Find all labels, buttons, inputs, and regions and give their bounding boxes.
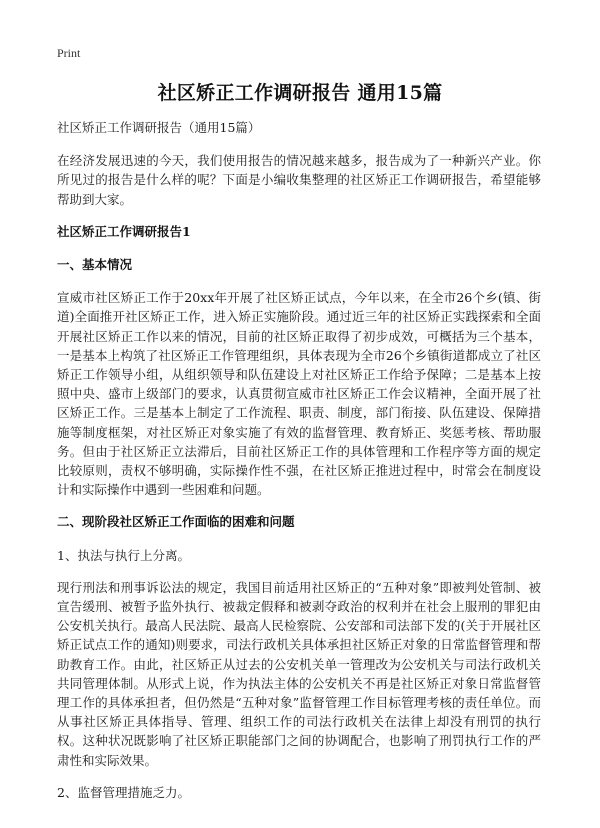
item-1-heading: 1、执法与执行上分离。 [57, 547, 190, 563]
document-title: 社区矫正工作调研报告 通用15篇 [157, 82, 443, 104]
section-1-heading: 一、基本情况 [57, 257, 133, 273]
document-body [57, 118, 541, 815]
item-1-paragraph: 现行刑法和刑事诉讼法的规定，我国目前适用社区矫正的“五种对象”即被判处管制、被宣告缓刑、被暂予监外执行、被裁定假释和被剥夺政治的权利并在社会上服刑的罪犯由公安机关执行。最高人民法院、最高人民检察院、公安部和司法部下发的(关于开展社区矫正试点工作的通知)则要求，司法行政机关具体承担社区矫正对象的日常监督管理和帮助教育工作。由此，社区矫正从过去的公安机关单一管理改为公安机关与司法行政机关共同管理体制。从形式上说，作为执法主体的公安机关不再是社区矫正对象日常监督管理工作的具体承担者，但仍然是“五种对象”监督管理工作目标管理考核的责任单位。而从事社区矫正具体指导、管理、组织工作的司法行政机关在法律上却没有刑罚的执行权。这种状况既影响了社区矫正职能部门之间的协调配合，也影响了刑罚执行工作的严肃性和实际效果。 [57, 579, 541, 768]
document-subtitle: 社区矫正工作调研报告（通用15篇） [57, 120, 261, 135]
intro-paragraph: 在经济发展迅速的今天，我们使用报告的情况越来越多，报告成为了一种新兴产业。你所见过的报告是什么样的呢？下面是小编收集整理的社区矫正工作调研报告，希望能够帮助到大家。 [57, 153, 541, 207]
section-2-heading: 二、现阶段社区矫正工作面临的困难和问题 [57, 514, 295, 530]
item-2-heading: 2、监督管理措施乏力。 [57, 784, 190, 800]
report-heading: 社区矫正工作调研报告1 [57, 223, 191, 239]
section-1-paragraph: 宣威市社区矫正工作于20xx年开展了社区矫正试点，今年以来，在全市26个乡(镇、街道)全面推开社区矫正工作，进入矫正实施阶段。通过近三年的社区矫正实践探索和全面开展社区矫正工作以来的情况，目前的社区矫正取得了初步成效，可概括为三个基本，一是基本上构筑了社区矫正工作管理组织，具体表现为全市26个乡镇街道都成立了社区矫正工作领导小组，从组织领导和队伍建设上对社区矫正工作给予保障；二是基本上按照中央、盛市上级部门的要求，认真贯彻宣威市社区矫正工作会议精神，全面开展了社区矫正工作。三是基本上制定了工作流程、职责、制度，部门衔接、队伍建设、保障措施等制度框架，对社区矫正对象实施了有效的监督管理、教育矫正、奖惩考核、帮助服务。但由于社区矫正立法滞后，目前社区矫正工作的具体管理和工作程序等方面的规定比较原则，责权不够明确，实际操作性不强，在社区矫正推进过程中，时常会在制度设计和实际操作中遇到一些困难和问题。 [57, 290, 541, 498]
print-label[interactable]: Print [57, 46, 81, 60]
